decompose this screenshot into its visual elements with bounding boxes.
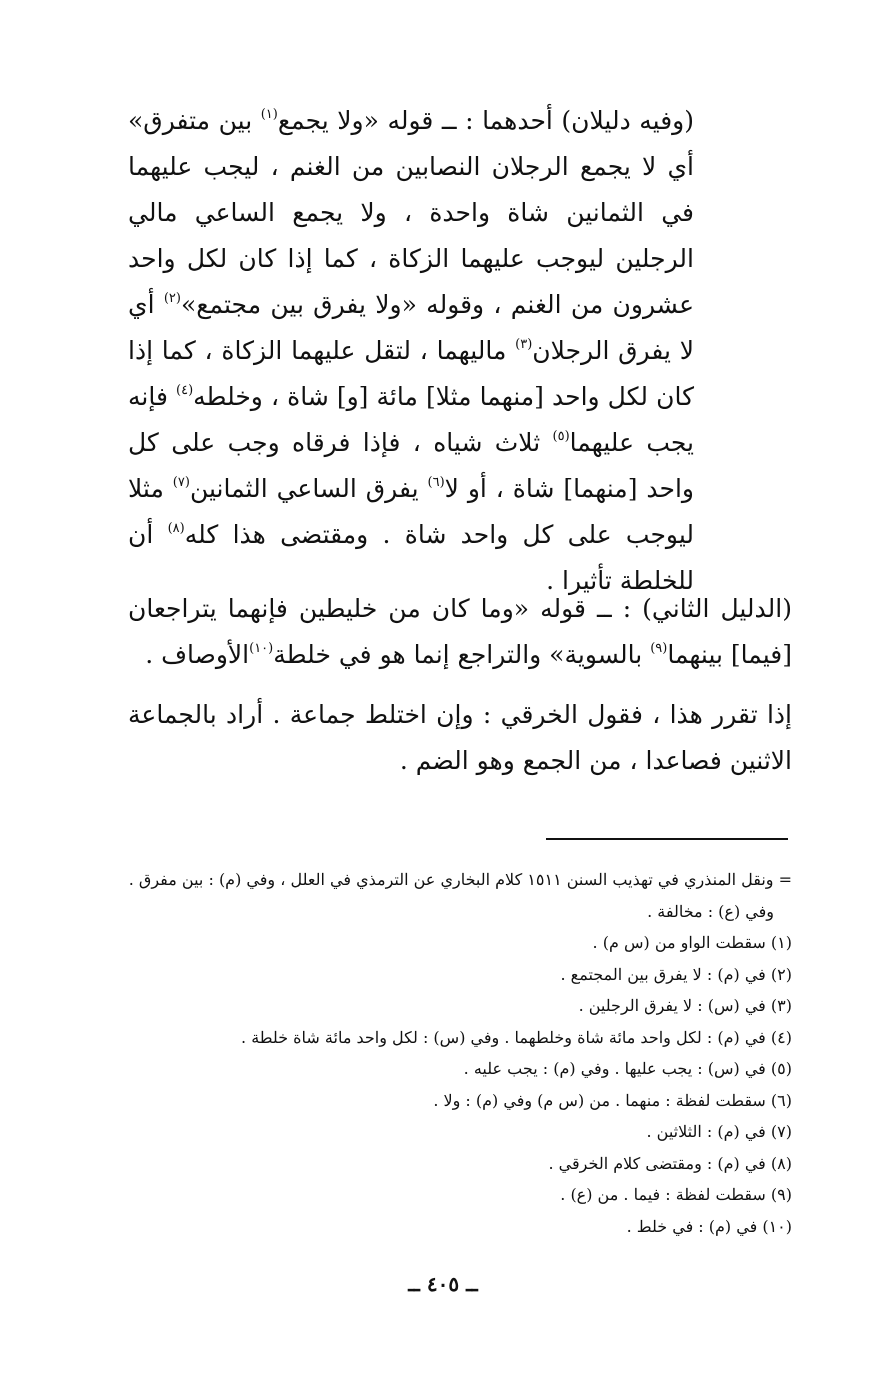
text-run: أي لا يفرق الرجلان — [128, 290, 694, 365]
text-run: إذا تقرر هذا ، فقول الخرقي : وإن اختلط جماعة . أراد بالجماعة الاثنين فصاعدا ، من الجمع وهو الضم . — [128, 700, 792, 775]
footnote-marker: (٨) — [167, 520, 185, 536]
footnote-line: (٤) في (م) : لكل واحد مائة شاة وخلطهما . وفي (س) : لكل واحد مائة شاة خلطة . — [241, 1027, 792, 1047]
text-run: بين متفرق» أي لا يجمع الرجلان النصابين من الغنم ، ليجب عليهما في الثمانين شاة واحدة ، ولا يجمع الساعي مالي الرجلين ليوجب عليهما الزكاة ، كما إذا كان لكل واحد عشرون من الغنم ، وقوله «ولا يفرق بين مجتمع» — [128, 106, 695, 319]
text-run: (الدليل الثاني) : ــ قوله «وما كان من خليطين فإنهما يتراجعان [فيما] بينهما — [128, 594, 792, 669]
page-number: ــ ٤٠٥ ــ — [408, 1272, 478, 1296]
footnote-line: (١٠) في (م) : في خلط . — [626, 1216, 792, 1236]
footnote-line: وفي (ع) : مخالفة . — [647, 901, 774, 921]
footnote-divider — [546, 838, 788, 840]
footnote-line: (٨) في (م) : ومقتضى كلام الخرقي . — [548, 1153, 792, 1173]
paragraph-first-evidence — [128, 98, 694, 604]
paragraph-second-evidence — [128, 586, 792, 678]
footnote-marker: (٣) — [515, 336, 533, 352]
text-run: أن للخلطة تأثيرا . — [128, 520, 694, 595]
footnote-marker: (٤) — [176, 382, 194, 398]
footnotes — [92, 864, 792, 1242]
footnote-marker: (٢) — [163, 290, 181, 306]
text-run: (وفيه دليلان) أحدهما : ــ قوله «ولا يجمع — [277, 106, 695, 135]
text-run: الأوصاف . — [145, 640, 250, 669]
footnote-marker: (٧) — [172, 474, 190, 490]
paragraph-conclusion — [128, 692, 792, 784]
text-run: مثلا ليوجب على كل واحد شاة . ومقتضى هذا كله — [128, 474, 694, 549]
footnote-marker: (٦) — [427, 474, 445, 490]
text-run: فإنه يجب عليهما — [128, 382, 695, 457]
footnote-marker: (١٠) — [249, 640, 274, 656]
text-run: بالسوية» والتراجع إنما هو في خلطة — [273, 640, 651, 669]
footnote-line: (٩) سقطت لفظة : فيما . من (ع) . — [560, 1185, 792, 1204]
footnote-marker: (٩) — [650, 640, 668, 656]
text-run: ثلاث شياه ، فإذا فرقاه وجب على كل واحد [منهما] شاة ، أو لا — [128, 428, 694, 503]
footnote-marker: (٥) — [552, 428, 570, 444]
footnote-line: (٧) في (م) : الثلاثين . — [646, 1122, 792, 1141]
text-run: ماليهما ، لتقل عليهما الزكاة ، كما إذا كان لكل واحد [منهما مثلا] مائة [و] شاة ، وخلطه — [128, 336, 694, 411]
text-run: يفرق الساعي الثمانين — [189, 474, 428, 503]
footnote-line: (٥) في (س) : يجب عليها . وفي (م) : يجب عليه . — [463, 1059, 792, 1078]
footnote-marker: (١) — [260, 106, 278, 122]
footnote-line: (٣) في (س) : لا يفرق الرجلين . — [578, 996, 792, 1015]
footnote-line: (٦) سقطت لفظة : منهما . من (س م) وفي (م) : ولا . — [433, 1090, 792, 1110]
footnote-line: = ونقل المنذري في تهذيب السنن ١٥١١ كلام البخاري عن الترمذي في العلل ، وفي (م) : بين مفرق . — [128, 870, 792, 889]
footnote-line: (١) سقطت الواو من (س م) . — [592, 933, 792, 952]
footnote-line: (٢) في (م) : لا يفرق بين المجتمع . — [560, 964, 792, 984]
